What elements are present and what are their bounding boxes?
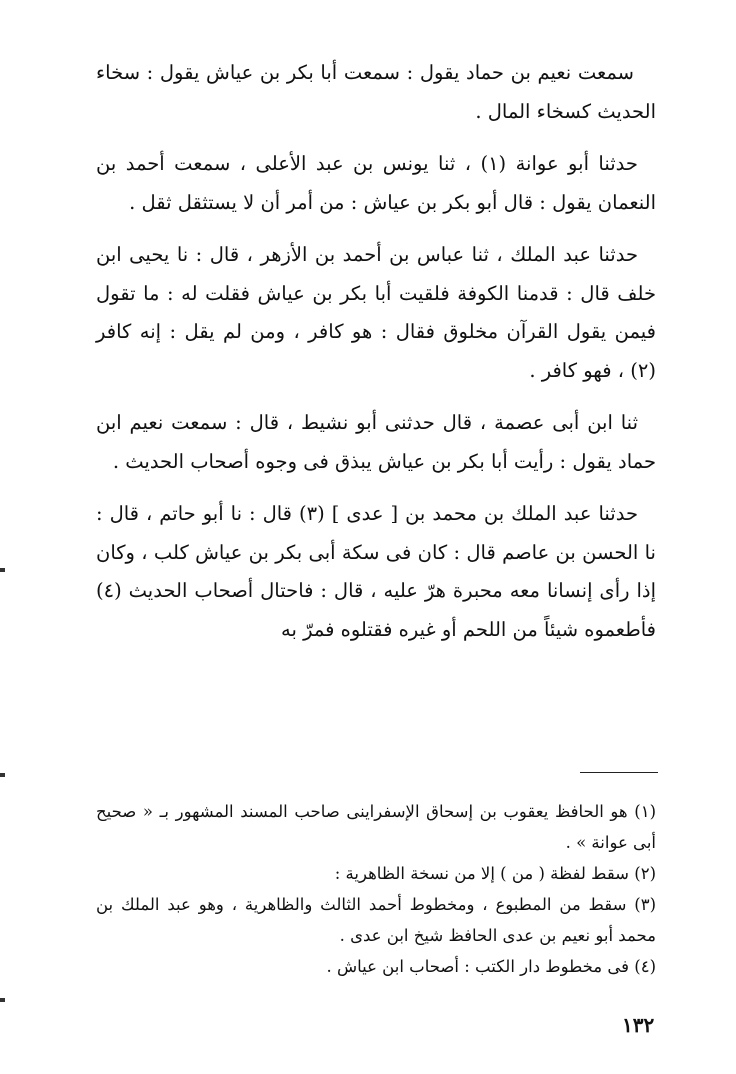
footnote: (٢) سقط لفظة ( من ) إلا من نسخة الظاهرية : bbox=[334, 864, 656, 883]
paragraph: حدثنا عبد الملك بن محمد بن [ عدى ] (٣) قال : نا أبو حاتم ، قال : نا الحسن بن عاصم قال : كان فى سكة أبى بكر بن عياش كلب ، وكان إذا رأى إنسانا معه محبرة هرّ عليه ، قال : فاحتال أصحاب الحديث (٤) فأطعموه شيئاً من اللحم أو غيره فقتلوه فمرّ به bbox=[96, 502, 656, 641]
scan-edge-mark bbox=[0, 568, 5, 572]
footnote: (٤) فى مخطوط دار الكتب : أصحاب ابن عياش . bbox=[326, 957, 656, 976]
scan-edge-mark bbox=[0, 773, 5, 777]
paragraph: ثنا ابن أبى عصمة ، قال حدثنى أبو نشيط ، قال : سمعت نعيم ابن حماد يقول : رأيت أبا بكر بن عياش يبذق فى وجوه أصحاب الحديث . bbox=[96, 411, 656, 473]
page-number: ١٣٢ bbox=[622, 1013, 655, 1037]
paragraph: سمعت نعيم بن حماد يقول : سمعت أبا بكر بن عياش يقول : سخاء الحديث كسخاء المال . bbox=[96, 61, 656, 123]
footnotes bbox=[96, 796, 656, 982]
paragraph: حدثنا عبد الملك ، ثنا عباس بن أحمد بن الأزهر ، قال : نا يحيى ابن خلف قال : قدمنا الكوفة فلقيت أبا بكر بن عياش فقلت له : ما تقول فيمن يقول القرآن مخلوق فقال : هو كافر ، ومن لم يقل : إنه كافر (٢) ، فهو كافر . bbox=[96, 243, 656, 382]
footnote: (١) هو الحافظ يعقوب بن إسحاق الإسفراينى صاحب المسند المشهور بـ « صحيح أبى عوانة » . bbox=[96, 802, 656, 852]
main-text bbox=[96, 54, 656, 663]
footnote: (٣) سقط من المطبوع ، ومخطوط أحمد الثالث والظاهرية ، وهو عبد الملك بن محمد أبو نعيم بن عدى الحافظ شيخ ابن عدى . bbox=[96, 895, 656, 945]
footnote-divider bbox=[580, 772, 658, 773]
paragraph: حدثنا أبو عوانة (١) ، ثنا يونس بن عبد الأعلى ، سمعت أحمد بن النعمان يقول : قال أبو بكر بن عياش : من أمر أن لا يستثقل ثقل . bbox=[96, 152, 656, 214]
scan-edge-mark bbox=[0, 998, 5, 1002]
